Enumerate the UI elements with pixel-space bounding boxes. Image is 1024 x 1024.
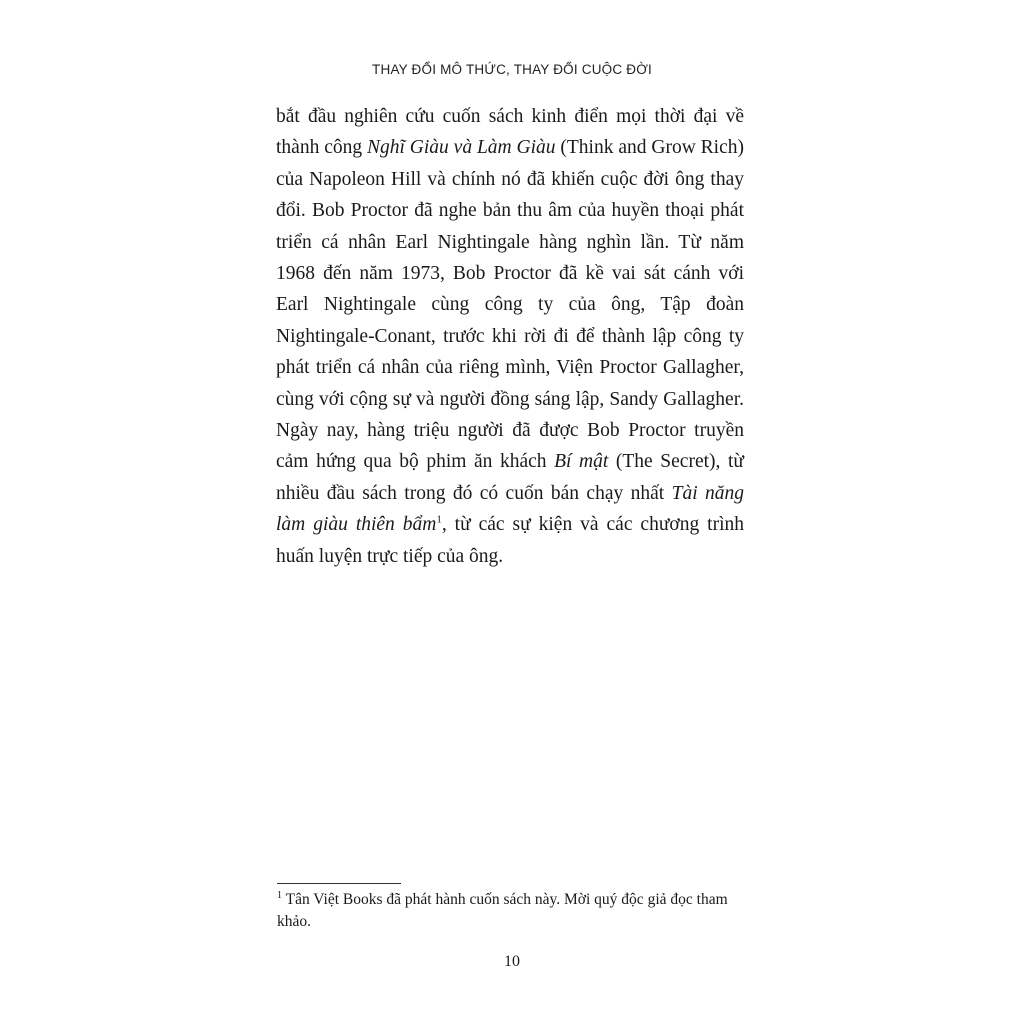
body-segment-3: (The Secret), từ nhiều đầu sách trong đó có cuốn bán chạy nhất — [276, 451, 744, 504]
footnote-reference: 1 — [436, 513, 442, 526]
body-segment-1: bắt đầu nghiên cứu cuốn sách kinh điển mọi thời đại về thành công — [276, 106, 744, 159]
body-segment-2: (Think and Grow Rich) của Napoleon Hill và chính nó đã khiến cuộc đời ông thay đổi. Bob Proctor đã nghe bản thu âm của huyền thoại phát triển cá nhân Earl Nightingale hàng nghìn lần. Từ năm 1968 đến năm 1973, Bob Proctor đã kề vai sát cánh với Earl Nightingale cùng công ty của ông, Tập đoàn Nightingale-Conant, trước khi rời đi để thành lập công ty phát triển cá nhân của riêng mình, Viện Proctor Gallagher, cùng với cộng sự và người đồng sáng lập, Sandy Gallagher. Ngày nay, hàng triệu người đã được Bob Proctor truyền cảm hứng qua bộ phim ăn khách — [276, 137, 744, 473]
body-segment-4: , từ các sự kiện và các chương trình huấn luyện trực tiếp của ông. — [276, 514, 744, 567]
film-title-the-secret: Bí mật — [554, 451, 609, 473]
footnote-text: Tân Việt Books đã phát hành cuốn sách này. Mời quý độc giả đọc tham khảo. — [277, 891, 728, 930]
footnote-divider — [277, 883, 401, 884]
book-title-think-and-grow-rich: Nghĩ Giàu và Làm Giàu — [366, 137, 556, 159]
footnote-mark: 1 — [277, 889, 282, 901]
footnote — [277, 889, 745, 933]
book-title-born-rich: Tài năng làm giàu thiên bẩm — [276, 482, 745, 536]
running-header: THAY ĐỔI MÔ THỨC, THAY ĐỔI CUỘC ĐỜI — [372, 62, 652, 77]
body-paragraph — [276, 101, 744, 572]
page-number: 10 — [504, 953, 520, 970]
